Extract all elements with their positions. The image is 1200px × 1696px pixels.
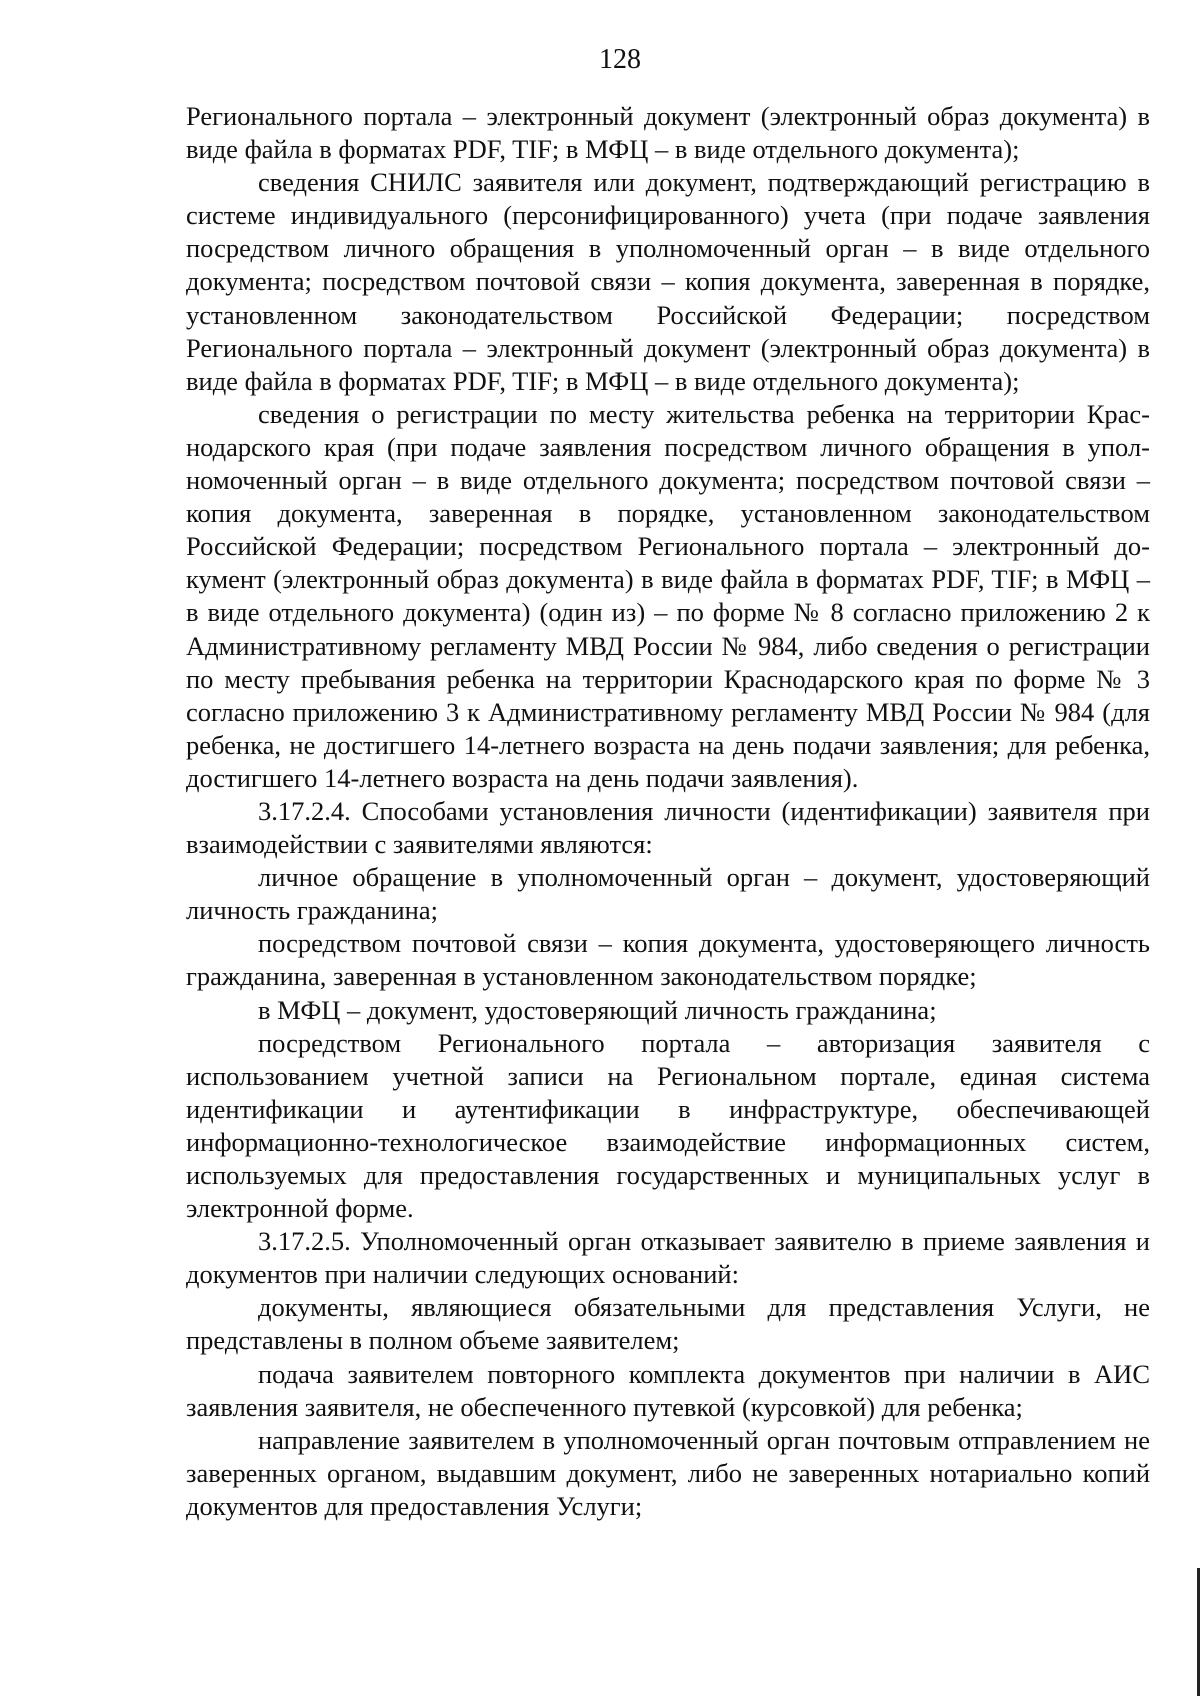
paragraph-10: документы, являющиеся обязательными для представления Услуги, не представлены в полном объеме заявителем; <box>186 1292 1150 1356</box>
paragraph-2: сведения СНИЛС заявителя или документ, подтверждающий регистрацию в системе индивидуального (персонифицированного) учета (при подаче заявления посредством личного обращения в уполномоченный орган – в виде отдельного документа; посредством почтовой связи – копия документа, заверенная в порядке, установленном законодательством Российской Федерации; посредством Регионального портала – электронный документ (электронный образ документа) в виде файла в форматах PDF, TIF; в МФЦ – в виде отдельного документа); <box>186 167 1150 396</box>
paragraph-4: 3.17.2.4. Способами установления личности (идентификации) заявителя при взаимодействии с заявителями являются: <box>186 795 1150 860</box>
paragraph-12: направление заявителем в уполномоченный орган почтовым отправлением не заверенных органом, выдавшим документ, либо не заверенных нотариально копий документов для предоставления Услуги; <box>186 1424 1150 1521</box>
document-body <box>186 100 1150 1523</box>
paragraph-9: 3.17.2.5. Уполномоченный орган отказывает заявителю в приеме заявления и документов при наличии следующих оснований: <box>186 1226 1150 1290</box>
paragraph-6: посредством почтовой связи – копия документа, удостоверяющего личность гражданина, заверенная в установленном законодательством порядке; <box>186 928 1150 992</box>
paragraph-1: Регионального портала – электронный документ (электронный образ документа) в виде файла в форматах PDF, TIF; в МФЦ – в виде отдельного документа); <box>186 101 1150 165</box>
paragraph-11: подача заявителем повторного комплекта документов при наличии в АИС заявления заявителя, не обеспеченного путевкой (курсовкой) для ребенка; <box>186 1358 1150 1422</box>
paragraph-7: в МФЦ – документ, удостоверяющий личность гражданина; <box>258 994 937 1025</box>
paragraph-8: посредством Регионального портала – авторизация заявителя с использованием учетной записи на Региональном портале, единая система идентификации и аутентификации в инфраструктуре, обеспечивающей информационно-технологическое взаимодействие информационных систем, используемых для предоставления государственных и муниципальных услуг в электронной форме. <box>186 1027 1150 1224</box>
paragraph-5: личное обращение в уполномоченный орган – документ, удостоверяющий личность гражданина; <box>186 862 1150 926</box>
paragraph-3: сведения о регистрации по месту жительства ребенка на территории Краснодарского края (при подаче заявления посредством личного обращения в уполномоченный орган – в виде отдельного документа; посредством почтовой связи – копия документа, заверенная в порядке, установленном законодательством Российской Федерации; посредством Регионального портала – электронный документ (электронный образ документа) в виде файла в форматах PDF, TIF; в МФЦ – в виде отдельного документа) (один из) – по форме № 8 согласно приложению 2 к Административному регламенту МВД России № 984, либо сведения о регистрации по месту пребывания ребенка на территории Краснодарского края по форме № 3 согласно приложению 3 к Административному регламенту МВД России № 984 (для ребенка, не достигшего 14-летнего возраста на день подачи заявления; для ребенка, достигшего 14-летнего возраста на день подачи заявления). <box>186 398 1150 793</box>
page-number: 128 <box>599 44 641 75</box>
